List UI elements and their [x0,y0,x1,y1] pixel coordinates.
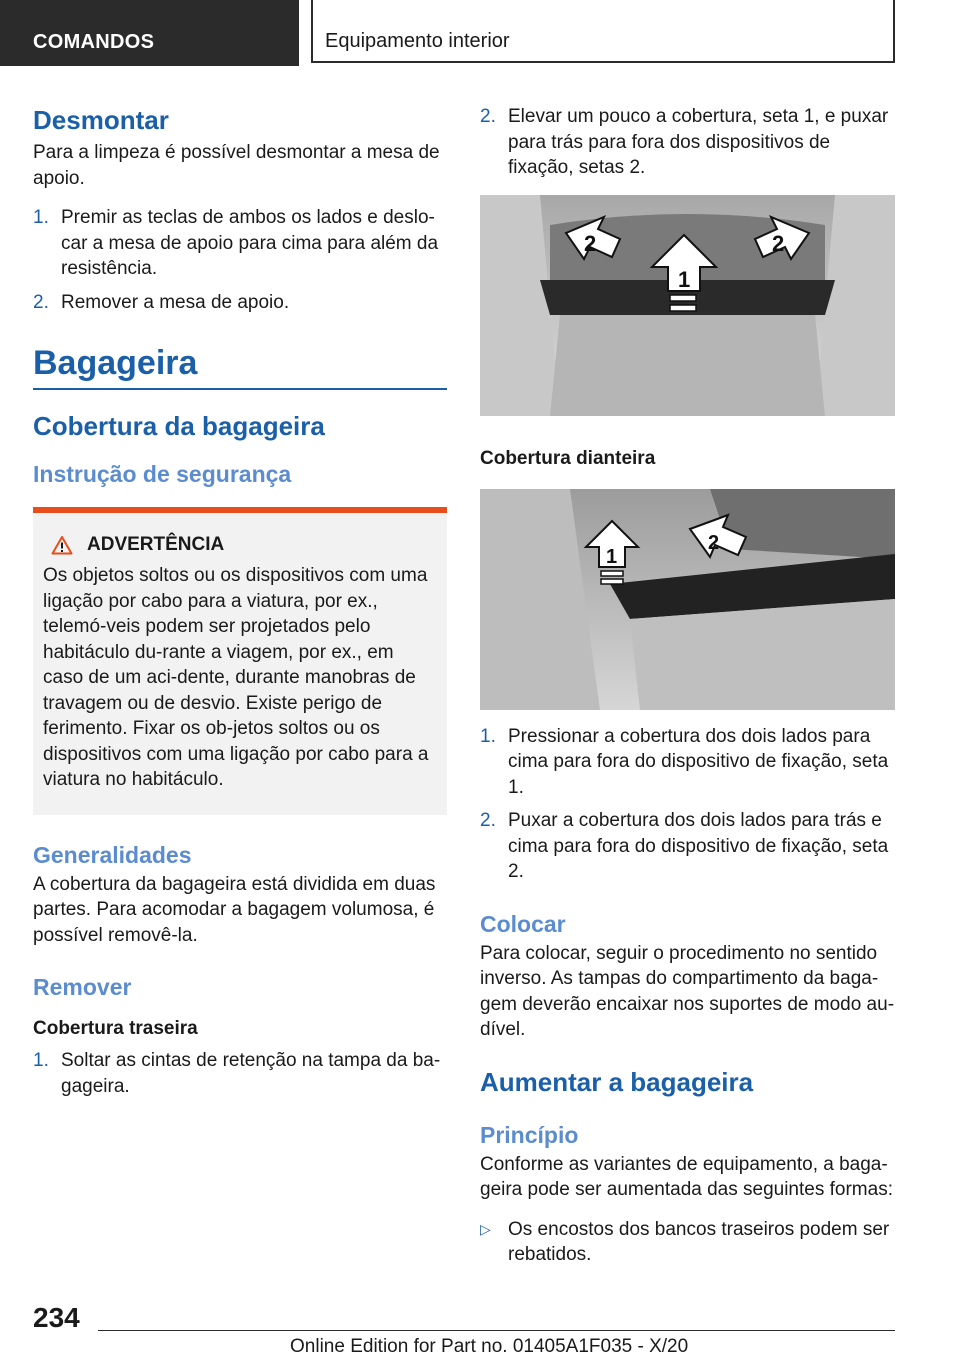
dianteira-steps [480,724,895,885]
figure-label: 2 [708,531,720,554]
heading-desmontar: Desmontar [33,105,169,135]
bullet-text: Os encostos dos bancos traseiros podem ser rebatidos. [508,1218,890,1265]
left-column [33,100,447,1099]
right-column [480,104,895,1268]
heading-seguranca: Instrução de segurança [33,461,292,487]
step-number: 1. [33,1050,49,1071]
bullet-triangle-icon: ▷ [480,1220,491,1237]
header-chapter-label: Equipamento interior [325,30,510,52]
figure-label: 1 [606,545,618,568]
heading-generalidades: Generalidades [33,841,192,868]
figure-label: 2 [584,230,597,256]
footer-rule [98,1330,895,1331]
step-text: Elevar um pouco a cobertura, seta 1, e puxar para trás para fora dos dispositivos de fixação, setas 2. [508,106,889,178]
heading-dianteira: Cobertura dianteira [480,447,656,469]
step-number: 2. [480,106,496,127]
heading-colocar: Colocar [480,910,566,937]
step-text: Puxar a cobertura dos dois lados para trás e cima para fora do dispositivo de fixação, seta 2. [508,810,889,882]
list-item [33,290,447,316]
list-item [480,724,895,801]
list-item [33,205,447,282]
warning-title: ADVERTÊNCIA [87,534,225,555]
heading-remover: Remover [33,974,132,1000]
figure-label: 1 [678,266,691,292]
figure-rear-cover [480,195,895,416]
header-section-label: COMANDOS [33,31,155,53]
step-text: Soltar as cintas de retenção na tampa da ba-gageira. [61,1050,441,1097]
header-section-tab [0,0,299,66]
list-item [480,1217,895,1268]
warning-box [33,507,447,815]
list-item [480,104,895,181]
desmontar-steps [33,205,447,315]
list-item [33,1048,447,1099]
page-number: 234 [33,1302,80,1333]
step-number: 1. [480,725,496,747]
heading-principio: Princípio [480,1121,579,1148]
removal-step-2 [480,104,895,181]
generalidades-text: A cobertura da bagageira está dividida em duas partes. Para acomodar a bagagem volumosa, é possível removê-la. [33,873,436,946]
header-chapter-box [311,0,895,63]
desmontar-text: Para a limpeza é possível desmontar a mesa de apoio. [33,142,440,189]
warning-heading [43,533,437,557]
principio-bullets [480,1217,895,1268]
step-number: 2. [480,810,496,831]
principio-text: Conforme as variantes de equipamento, a baga-geira pode ser aumentada das seguintes formas: [480,1153,893,1200]
heading-cobertura: Cobertura da bagageira [33,411,325,441]
step-text: Premir as teclas de ambos os lados e deslo-car a mesa de apoio para cima para além da resistência. [61,207,439,279]
step-number: 2. [33,291,49,313]
colocar-text: Para colocar, seguir o procedimento no sentido inverso. As tampas do compartimento da baga-gem deverão encaixar nos suportes de modo au-dível. [480,942,895,1040]
figure-label: 2 [772,230,785,256]
heading-traseira: Cobertura traseira [33,1018,198,1039]
list-item [480,808,895,885]
warning-triangle-icon [51,535,73,555]
step-text: Remover a mesa de apoio. [61,291,290,313]
heading-bagageira: Bagageira [33,344,198,382]
step-number: 1. [33,207,49,228]
heading-aumentar: Aumentar a bagageira [480,1066,754,1097]
warning-text: Os objetos soltos ou os dispositivos com uma ligação por cabo para a viatura, por ex., telemó-veis podem ser projetados pelo habitáculo du-rante a viagem, por ex., em caso de um aci-dente, durante manobras de travagem ou de desvio. Existe perigo de ferimento. Fixar os ob-jetos soltos ou os dispositivos com uma ligação por cabo para a viatura no habitáculo. [43,565,429,790]
step-text: Pressionar a cobertura dos dois lados para cima para fora do dispositivo de fixação, seta 1. [508,725,889,798]
footer-edition: Online Edition for Part no. 01405A1F035 - X/20 [290,1336,689,1357]
heading-rule [33,388,447,390]
traseira-steps [33,1048,447,1099]
figure-front-cover [480,489,895,710]
